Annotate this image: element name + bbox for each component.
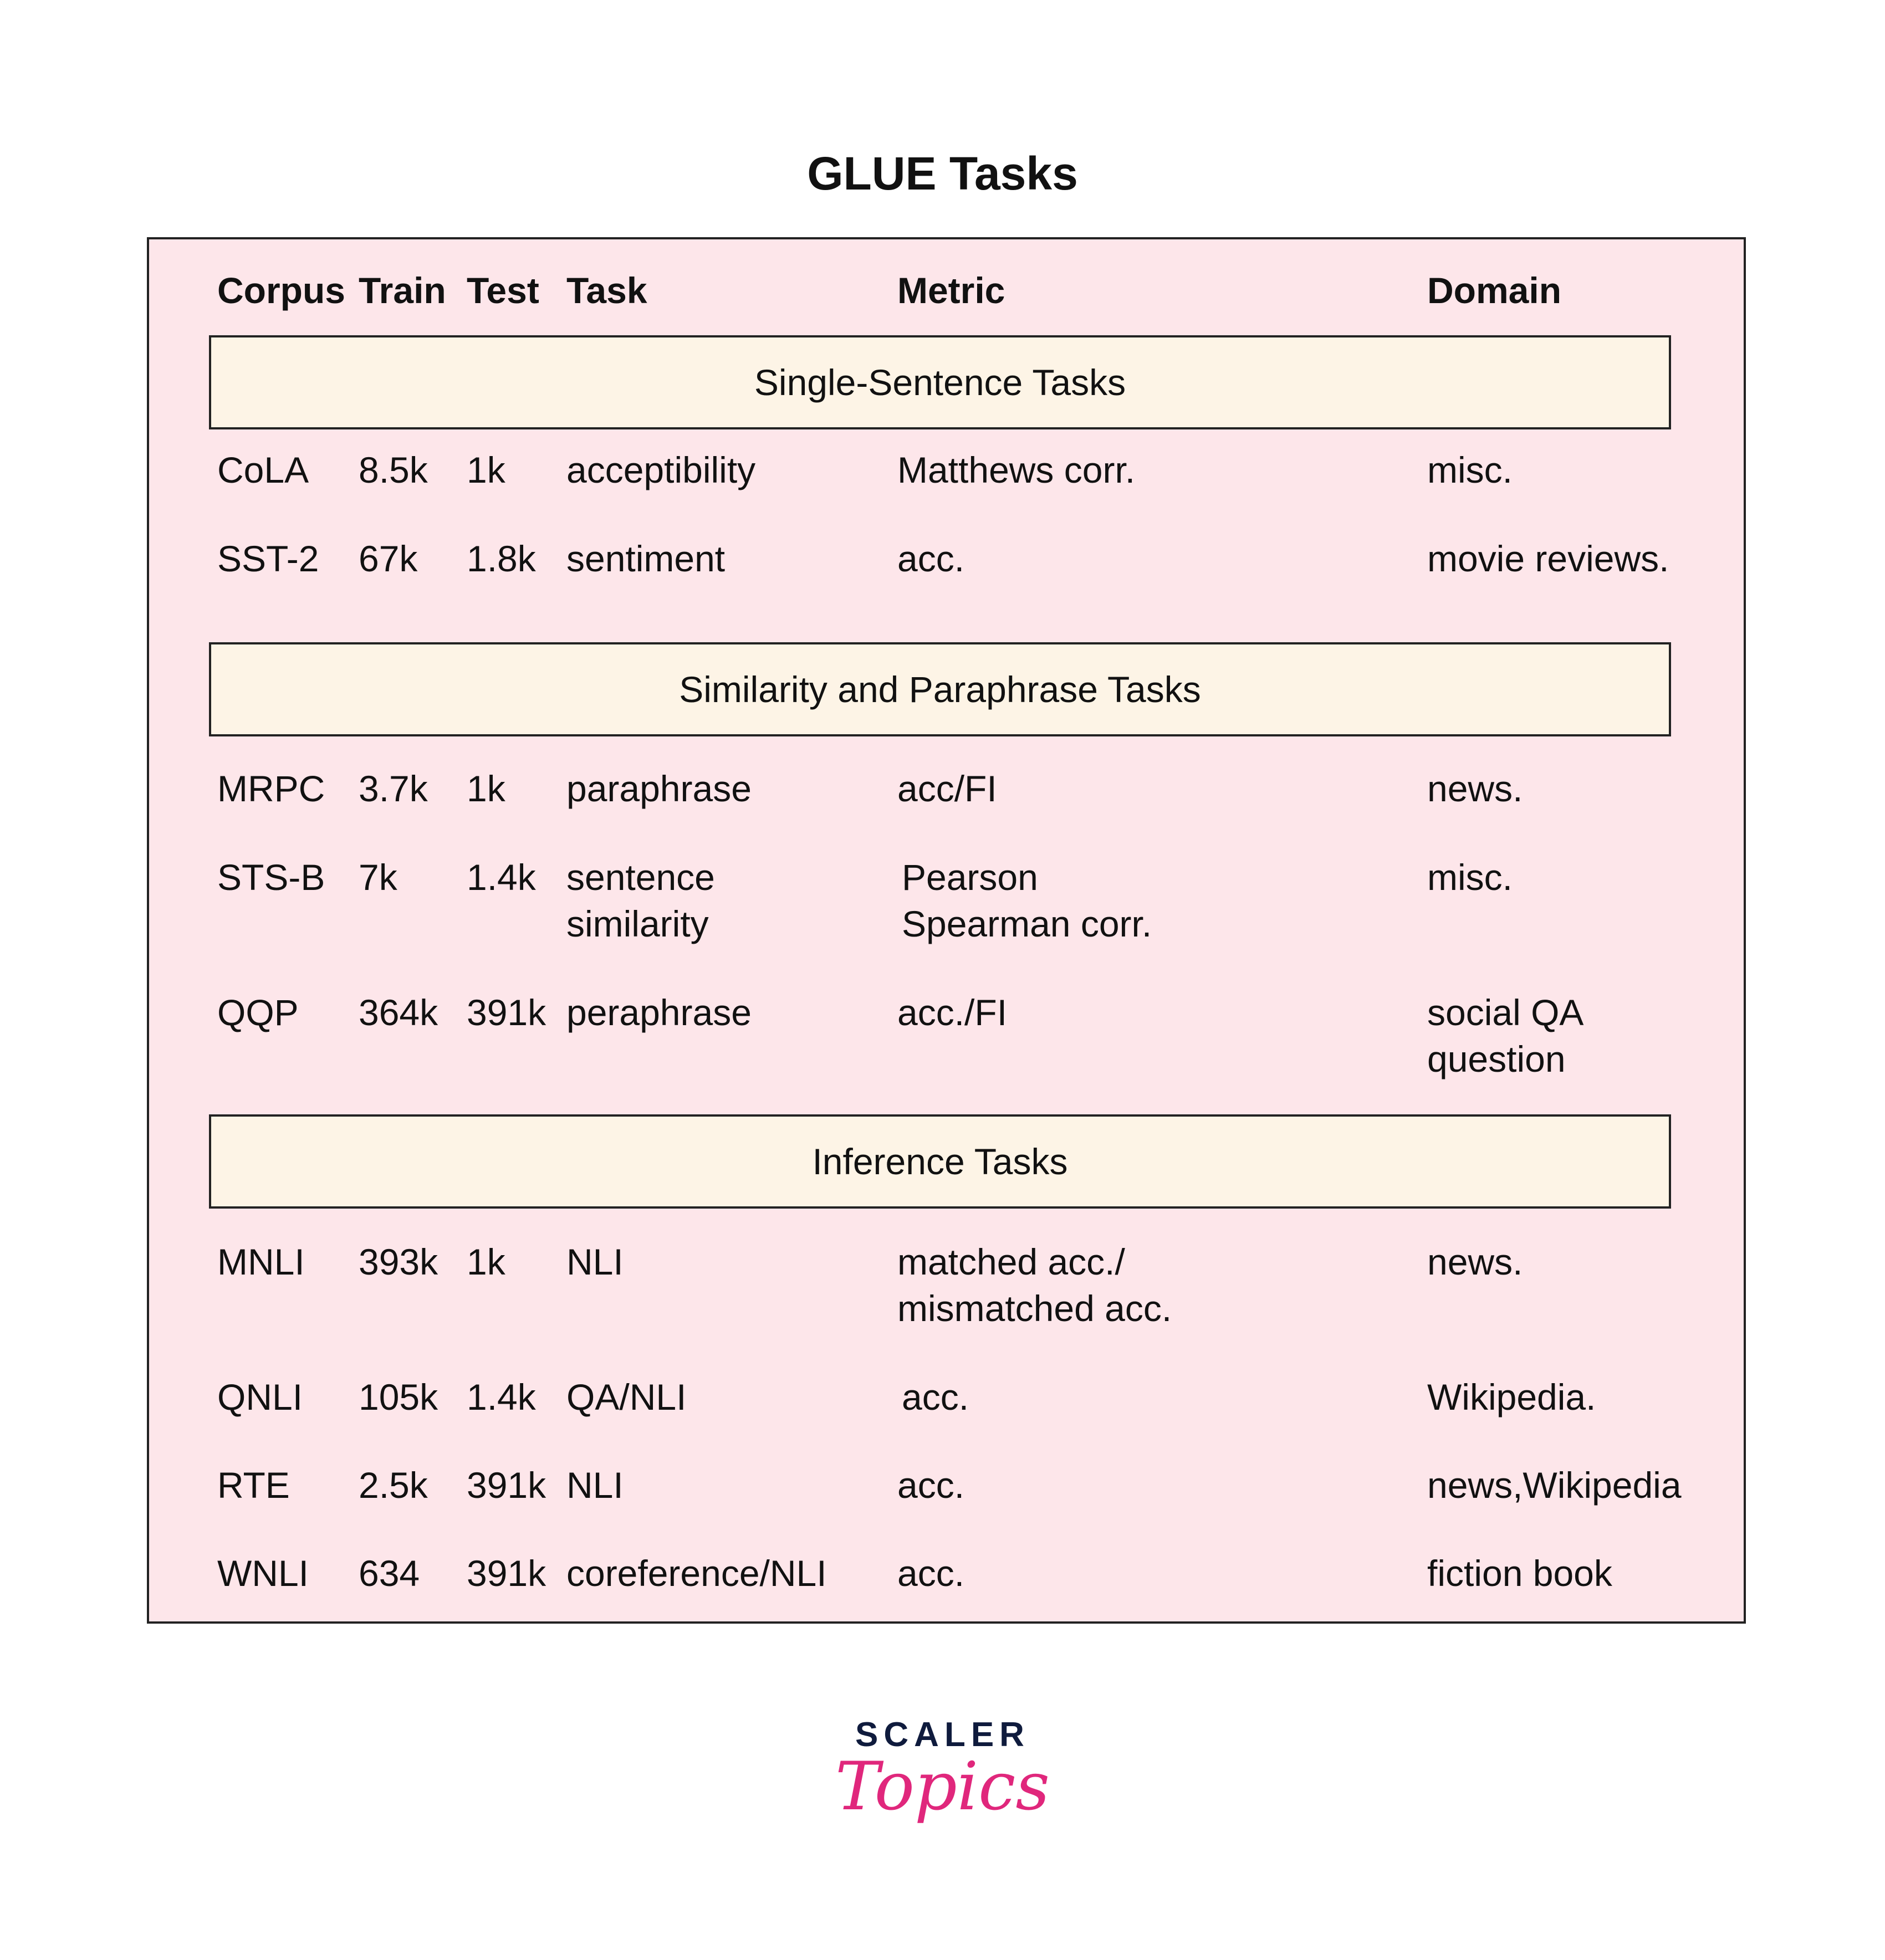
header-test: Test xyxy=(467,270,539,311)
cell-metric: acc. xyxy=(902,1376,969,1417)
cell-task: sentiment xyxy=(566,538,726,579)
cell-metric: acc. xyxy=(897,538,965,579)
cell-task: acceptibility xyxy=(566,449,756,490)
cell-task: NLI xyxy=(566,1241,624,1282)
cell-train: 3.7k xyxy=(359,768,428,809)
cell-train: 67k xyxy=(359,538,418,579)
cell-task: NLI xyxy=(566,1465,624,1506)
cell-domain: social QA question xyxy=(1427,992,1584,1079)
cell-task: QA/NLI xyxy=(566,1376,687,1417)
cell-metric: acc./FI xyxy=(897,992,1008,1033)
cell-test: 391k xyxy=(467,1553,546,1594)
cell-train: 105k xyxy=(359,1376,438,1417)
cell-train: 364k xyxy=(359,992,438,1033)
header-task: Task xyxy=(566,270,647,311)
cell-corpus: SST-2 xyxy=(217,538,319,579)
cell-corpus: CoLA xyxy=(217,449,309,490)
cell-train: 8.5k xyxy=(359,449,428,490)
glue-table xyxy=(147,237,1746,1624)
cell-test: 1.4k xyxy=(467,857,536,898)
cell-corpus: MNLI xyxy=(217,1241,305,1282)
cell-task: sentence similarity xyxy=(566,857,715,944)
cell-metric: acc/FI xyxy=(897,768,997,809)
section-header-inference: Inference Tasks xyxy=(209,1114,1671,1209)
cell-corpus: MRPC xyxy=(217,768,325,809)
cell-test: 391k xyxy=(467,992,546,1033)
cell-train: 393k xyxy=(359,1241,438,1282)
header-corpus: Corpus xyxy=(217,270,345,311)
cell-test: 391k xyxy=(467,1465,546,1506)
section-header-similarity-paraphrase: Similarity and Paraphrase Tasks xyxy=(209,642,1671,736)
cell-corpus: QNLI xyxy=(217,1376,303,1417)
section-header-single-sentence: Single-Sentence Tasks xyxy=(209,335,1671,429)
header-domain: Domain xyxy=(1427,270,1562,311)
page-title: GLUE Tasks xyxy=(807,147,1078,199)
cell-domain: misc. xyxy=(1427,857,1513,898)
cell-train: 634 xyxy=(359,1553,420,1594)
logo-script: Topics xyxy=(835,1748,1050,1825)
cell-metric: Pearson Spearman corr. xyxy=(902,857,1152,944)
cell-domain: misc. xyxy=(1427,449,1513,490)
cell-test: 1k xyxy=(467,449,505,490)
header-train: Train xyxy=(359,270,446,311)
cell-corpus: WNLI xyxy=(217,1553,309,1594)
cell-test: 1k xyxy=(467,768,505,809)
cell-domain: news. xyxy=(1427,1241,1523,1282)
cell-train: 7k xyxy=(359,857,397,898)
header-metric: Metric xyxy=(897,270,1005,311)
cell-corpus: QQP xyxy=(217,992,299,1033)
cell-task: paraphrase xyxy=(566,768,752,809)
cell-test: 1.4k xyxy=(467,1376,536,1417)
cell-metric: matched acc./ mismatched acc. xyxy=(897,1241,1172,1329)
cell-domain: movie reviews. xyxy=(1427,538,1669,579)
cell-domain: news. xyxy=(1427,768,1523,809)
cell-task: peraphrase xyxy=(566,992,752,1033)
cell-domain: Wikipedia. xyxy=(1427,1376,1596,1417)
logo-wordmark: SCALER xyxy=(855,1716,1030,1754)
cell-corpus: RTE xyxy=(217,1465,290,1506)
cell-domain: fiction book xyxy=(1427,1553,1612,1594)
scaler-topics-logo xyxy=(0,1715,1885,1823)
cell-test: 1k xyxy=(467,1241,505,1282)
cell-metric: acc. xyxy=(897,1465,965,1506)
cell-corpus: STS-B xyxy=(217,857,325,898)
cell-test: 1.8k xyxy=(467,538,536,579)
cell-domain: news,Wikipedia xyxy=(1427,1465,1682,1506)
cell-train: 2.5k xyxy=(359,1465,428,1506)
cell-metric: acc. xyxy=(897,1553,965,1594)
cell-metric: Matthews corr. xyxy=(897,449,1136,490)
cell-task: coreference/NLI xyxy=(566,1553,827,1594)
